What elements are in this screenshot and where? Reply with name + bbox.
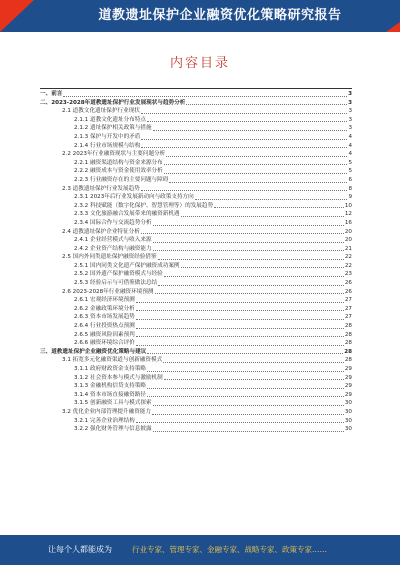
toc-entry-label: 2.2.1 融资渠道结构与资金来源分布 xyxy=(74,159,163,166)
toc-leader-dots xyxy=(164,173,348,174)
toc-leader-dots xyxy=(186,104,347,105)
toc-entry-label: 2.3.2 科技赋能（数字化保护、智慧管理等）的发展趋势 xyxy=(74,202,214,209)
toc-entry-label: 2.1.2 遗址保护相关政策与措施 xyxy=(74,125,152,132)
toc-entry[interactable] xyxy=(40,279,352,288)
toc-entry[interactable] xyxy=(40,270,352,279)
toc-leader-dots xyxy=(153,250,344,251)
toc-entry-page: 28 xyxy=(344,357,352,364)
toc-entry-label: 2.1 道教文化遗址保护行业现状 xyxy=(62,108,140,115)
toc-leader-dots xyxy=(141,190,348,191)
toc-entry[interactable] xyxy=(40,219,352,228)
toc-leader-dots xyxy=(153,242,344,243)
toc-entry[interactable] xyxy=(40,339,352,348)
toc-entry-label: 2.4.1 企业经营模式与收入来源 xyxy=(74,237,152,244)
toc-entry-label: 2.2.3 行业融资存在的主要问题与障碍 xyxy=(74,176,169,183)
toc-entry-label: 2.6.2 金融政策环境分析 xyxy=(74,305,135,312)
toc-leader-dots xyxy=(63,96,347,97)
toc-leader-dots xyxy=(136,345,344,346)
toc-entry-label: 3.1.5 创新融资工具与模式探索 xyxy=(74,400,152,407)
toc-entry[interactable] xyxy=(40,305,352,314)
toc-leader-dots xyxy=(214,207,344,208)
toc-entry[interactable] xyxy=(40,322,352,331)
toc-leader-dots xyxy=(147,353,343,354)
toc-leader-dots xyxy=(181,267,344,268)
toc-entry-label: 3.1.1 政府财政资金支持策略 xyxy=(74,366,146,372)
toc-entry-label: 2.2.2 融资成本与资金使用效率分析 xyxy=(74,168,163,175)
toc-entry-page: 26 xyxy=(344,280,352,287)
toc-entry[interactable] xyxy=(40,417,352,426)
toc-entry[interactable] xyxy=(40,331,352,340)
toc-entry-page: 29 xyxy=(344,391,352,398)
toc-leader-dots xyxy=(136,422,344,423)
toc-entry-label: 一、前言 xyxy=(40,91,63,97)
toc-entry-page: 28 xyxy=(344,348,352,355)
toc-entry-page: 3 xyxy=(348,91,352,97)
toc-entry[interactable] xyxy=(40,124,352,133)
toc-entry-label: 2.1.1 道教文化遗址分布特点 xyxy=(74,116,146,123)
toc-leader-dots xyxy=(136,319,344,320)
toc-entry-page: 3 xyxy=(348,99,352,106)
toc-entry-page: 9 xyxy=(348,194,352,201)
toc-entry-page: 30 xyxy=(344,417,352,424)
toc-entry-label: 3.1.3 金融机构信贷支持策略 xyxy=(74,383,146,390)
report-title: 道教遗址保护企业融资优化策略研究报告 xyxy=(98,8,342,23)
toc-leader-dots xyxy=(166,156,347,157)
toc-entry-label: 二、2023-2028年道教遗址保护行业发展现状与趋势分析 xyxy=(40,99,186,106)
toc-entry[interactable] xyxy=(40,408,352,417)
toc-leader-dots xyxy=(136,310,344,311)
toc-entry[interactable] xyxy=(40,185,352,194)
toc-entry-page: 22 xyxy=(344,262,352,269)
toc-leader-dots xyxy=(155,293,344,294)
toc-leader-dots xyxy=(169,182,347,183)
toc-entry-page: 30 xyxy=(344,408,352,415)
toc-entry-label: 2.3.3 文化旅游融合发展带来的融资新机遇 xyxy=(74,211,180,218)
toc-entry-label: 2.5.1 国内同类文化遗产保护融资成功案例 xyxy=(74,262,180,269)
toc-entry[interactable] xyxy=(40,296,352,305)
toc-entry-page: 28 xyxy=(344,331,352,338)
toc-entry[interactable] xyxy=(40,142,352,151)
toc-entry-label: 2.5.2 国外遗产保护融资模式与经验 xyxy=(74,271,163,278)
toc-entry-page: 3 xyxy=(348,116,352,123)
toc-entry-page: 27 xyxy=(344,297,352,304)
toc-entry[interactable] xyxy=(40,253,352,262)
toc-entry-page: 29 xyxy=(344,374,352,381)
toc-entry-page: 21 xyxy=(344,245,352,252)
toc-entry-label: 2.3.1 2023年后行业发展新动向与政策支持方向 xyxy=(74,194,194,201)
toc-entry[interactable] xyxy=(40,107,352,116)
toc-entry-label: 3.1.4 资本市场直接融资路径 xyxy=(74,391,146,398)
toc-entry[interactable] xyxy=(40,382,352,391)
toc-entry-page: 4 xyxy=(348,133,352,140)
header-red-corner xyxy=(386,22,400,32)
toc-entry[interactable] xyxy=(40,150,352,159)
toc-leader-dots xyxy=(181,216,344,217)
toc-entry[interactable] xyxy=(40,116,352,125)
toc-leader-dots xyxy=(141,139,347,140)
toc-entry[interactable] xyxy=(40,262,352,271)
toc-entry-page: 16 xyxy=(344,219,352,226)
toc-entry[interactable] xyxy=(40,391,352,400)
toc-entry[interactable] xyxy=(40,133,352,142)
toc-entry-page: 29 xyxy=(344,383,352,390)
toc-leader-dots xyxy=(147,388,344,389)
toc-entry-page: 10 xyxy=(344,202,352,209)
toc-entry-page: 6 xyxy=(348,176,352,183)
toc-entry-page: 29 xyxy=(344,366,352,372)
toc-entry-label: 2.4 道教遗址保护企业特征分析 xyxy=(62,228,140,235)
toc-entry[interactable] xyxy=(40,228,352,237)
toc-entry-page: 3 xyxy=(348,108,352,115)
toc-entry-page: 20 xyxy=(344,237,352,244)
header-banner xyxy=(0,0,400,32)
toc-entry-label: 2.3 道教遗址保护行业发展趋势 xyxy=(62,185,140,192)
toc-entry-page: 28 xyxy=(344,340,352,347)
toc-leader-dots xyxy=(158,285,344,286)
toc-entry-page: 30 xyxy=(344,426,352,433)
toc-entry-page: 26 xyxy=(344,288,352,295)
footer-slogan: 让每个人都能成为 xyxy=(48,545,112,554)
toc-leader-dots xyxy=(164,379,344,380)
toc-entry-label: 2.6.4 行业投资热点预测 xyxy=(74,323,135,330)
toc-entry-label: 3.2.1 完善企业治理结构 xyxy=(74,417,135,424)
toc-entry-label: 2.6.6 融资环境综合评价 xyxy=(74,340,135,347)
toc-entry-label: 2.1.4 行业市场规模与结构 xyxy=(74,142,141,149)
toc-leader-dots xyxy=(163,362,344,363)
toc-entry[interactable] xyxy=(40,348,352,357)
toc-entry[interactable] xyxy=(40,99,352,108)
toc-entry-page: 4 xyxy=(348,151,352,158)
toc-entry[interactable] xyxy=(40,245,352,254)
toc-entry-page: 22 xyxy=(344,254,352,261)
toc-entry-label: 2.5.3 经验启示与可借鉴做法总结 xyxy=(74,280,158,287)
toc-entry[interactable] xyxy=(40,288,352,297)
toc-entry[interactable] xyxy=(40,90,352,99)
toc-entry[interactable] xyxy=(40,374,352,383)
toc-entry-label: 2.4.2 企业资产结构与融资能力 xyxy=(74,245,152,252)
toc-leader-dots xyxy=(158,259,344,260)
footer-banner xyxy=(0,535,400,565)
toc-top-rule xyxy=(40,88,352,89)
toc-entry[interactable] xyxy=(40,193,352,202)
toc-leader-dots xyxy=(141,113,348,114)
toc-leader-dots xyxy=(136,336,344,337)
toc-leader-dots xyxy=(153,431,344,432)
toc-entry-label: 2.3.4 国际合作与交流趋势分析 xyxy=(74,219,152,226)
toc-leader-dots xyxy=(153,225,344,226)
toc-entry[interactable] xyxy=(40,425,352,434)
toc-entry-label: 2.6 2023-2028年行业融资环境预测 xyxy=(62,288,154,295)
toc-entry[interactable] xyxy=(40,159,352,168)
toc-entry[interactable] xyxy=(40,202,352,211)
toc-leader-dots xyxy=(136,302,344,303)
toc-entry-page: 5 xyxy=(348,168,352,175)
toc-entry[interactable] xyxy=(40,210,352,219)
toc-entry[interactable] xyxy=(40,236,352,245)
toc-entry-label: 2.5 国内外同类遗址保护融资经验借鉴 xyxy=(62,254,157,261)
toc-leader-dots xyxy=(195,199,348,200)
toc-entry[interactable] xyxy=(40,176,352,185)
toc-entry-label: 3.2 优化企业内部管理提升融资能力 xyxy=(62,408,151,415)
toc-leader-dots xyxy=(147,396,344,397)
toc-leader-dots xyxy=(164,164,348,165)
toc-entry-label: 2.2 2023年行业融资现状与主要问题分析 xyxy=(62,151,166,158)
toc-leader-dots xyxy=(141,147,347,148)
toc-leader-dots xyxy=(147,121,347,122)
toc-entry-label: 2.6.1 宏观经济环境预测 xyxy=(74,297,135,304)
toc-entry-page: 23 xyxy=(344,271,352,278)
toc-leader-dots xyxy=(164,276,344,277)
toc-entry-label: 3.1.2 社会资本参与模式与激励机制 xyxy=(74,374,163,381)
toc-leader-dots xyxy=(152,414,344,415)
toc-leader-dots xyxy=(153,130,348,131)
toc-entry-label: 3.2.2 强化财务管理与信息披露 xyxy=(74,426,152,433)
toc-heading: 内容目录 xyxy=(169,56,230,71)
toc-leader-dots xyxy=(153,405,344,406)
toc-leader-dots xyxy=(147,371,344,372)
toc-entry-page: 20 xyxy=(344,228,352,235)
toc-entry[interactable] xyxy=(40,313,352,322)
toc-entry-page: 27 xyxy=(344,314,352,321)
toc-entry-page: 3 xyxy=(348,125,352,132)
toc-entry-label: 2.1.3 保护与开发中的矛盾 xyxy=(74,133,141,140)
toc-entry-page: 5 xyxy=(348,159,352,166)
toc-entry-label: 2.6.5 融资风险因素预判 xyxy=(74,331,135,338)
footer-expert-list: 行业专家、管理专家、金融专家、战略专家、政策专家…… xyxy=(132,545,327,554)
toc-entry-label: 3.1 拓宽多元化融资渠道与创新融资模式 xyxy=(62,357,163,364)
toc-leader-dots xyxy=(141,233,344,234)
toc-entry[interactable] xyxy=(40,399,352,408)
toc-entry-page: 28 xyxy=(344,323,352,330)
toc-entry-page: 8 xyxy=(348,185,352,192)
header-red-accent xyxy=(0,0,34,32)
toc-entry[interactable] xyxy=(40,167,352,176)
toc-entry-page: 30 xyxy=(344,400,352,407)
toc-entry-page: 4 xyxy=(348,142,352,149)
toc-entry-label: 2.6.3 资本市场发展趋势 xyxy=(74,314,135,321)
toc-entry-page: 12 xyxy=(344,211,352,218)
toc-entry-label: 三、道教遗址保护企业融资优化策略与建议 xyxy=(40,348,147,355)
table-of-contents xyxy=(40,90,352,434)
toc-leader-dots xyxy=(136,328,344,329)
toc-entry-page: 27 xyxy=(344,305,352,312)
toc-entry[interactable] xyxy=(40,356,352,365)
toc-entry[interactable] xyxy=(40,365,352,374)
